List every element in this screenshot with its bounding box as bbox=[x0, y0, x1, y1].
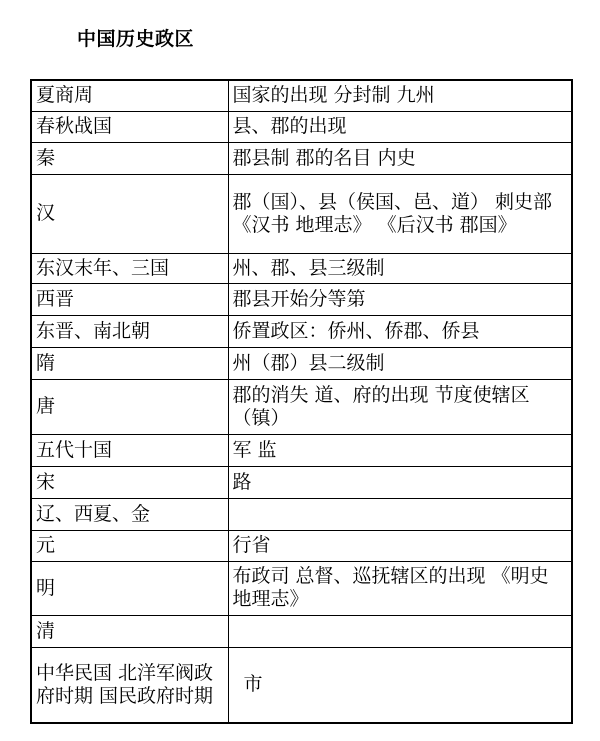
table-row bbox=[31, 434, 572, 466]
table-row bbox=[31, 142, 572, 174]
system-cell: 郡的消失 道、府的出现 节度使辖区（镇） bbox=[228, 379, 572, 434]
table-row bbox=[31, 379, 572, 434]
table-row bbox=[31, 561, 572, 615]
era-cell: 中华民国 北洋军阀政府时期 国民政府时期 bbox=[31, 647, 228, 723]
table-row bbox=[31, 253, 572, 283]
era-cell: 宋 bbox=[31, 466, 228, 498]
system-cell: 国家的出现 分封制 九州 bbox=[228, 80, 572, 111]
era-cell: 五代十国 bbox=[31, 434, 228, 466]
era-cell: 明 bbox=[31, 561, 228, 615]
page-title: 中国历史政区 bbox=[77, 28, 195, 50]
table-row bbox=[31, 647, 572, 723]
system-cell bbox=[228, 615, 572, 647]
era-cell: 春秋战国 bbox=[31, 111, 228, 142]
era-cell: 隋 bbox=[31, 347, 228, 379]
system-cell: 县、郡的出现 bbox=[228, 111, 572, 142]
system-cell: 行省 bbox=[228, 530, 572, 561]
table-row bbox=[31, 174, 572, 253]
system-cell: 郡（国）、县（侯国、邑、道） 刺史部 《汉书 地理志》 《后汉书 郡国》 bbox=[228, 174, 572, 253]
era-cell: 夏商周 bbox=[31, 80, 228, 111]
table-row bbox=[31, 80, 572, 111]
table-row bbox=[31, 347, 572, 379]
table-row bbox=[31, 615, 572, 647]
era-cell: 唐 bbox=[31, 379, 228, 434]
era-cell: 清 bbox=[31, 615, 228, 647]
table-row bbox=[31, 466, 572, 498]
system-cell: 侨置政区：侨州、侨郡、侨县 bbox=[228, 315, 572, 347]
system-cell: 州、郡、县三级制 bbox=[228, 253, 572, 283]
system-cell: 布政司 总督、巡抚辖区的出现 《明史 地理志》 bbox=[228, 561, 572, 615]
era-cell: 东汉末年、三国 bbox=[31, 253, 228, 283]
system-cell: 郡县开始分等第 bbox=[228, 283, 572, 315]
system-cell bbox=[228, 498, 572, 530]
era-cell: 秦 bbox=[31, 142, 228, 174]
table-row bbox=[31, 498, 572, 530]
history-table bbox=[30, 79, 573, 724]
era-cell: 西晋 bbox=[31, 283, 228, 315]
table-row bbox=[31, 283, 572, 315]
era-cell: 元 bbox=[31, 530, 228, 561]
system-cell: 州（郡）县二级制 bbox=[228, 347, 572, 379]
table-row bbox=[31, 111, 572, 142]
system-cell: 市 bbox=[228, 647, 572, 723]
era-cell: 汉 bbox=[31, 174, 228, 253]
era-cell: 东晋、南北朝 bbox=[31, 315, 228, 347]
system-cell: 军 监 bbox=[228, 434, 572, 466]
system-cell: 郡县制 郡的名目 内史 bbox=[228, 142, 572, 174]
table-row bbox=[31, 315, 572, 347]
table-row bbox=[31, 530, 572, 561]
system-cell: 路 bbox=[228, 466, 572, 498]
era-cell: 辽、西夏、金 bbox=[31, 498, 228, 530]
